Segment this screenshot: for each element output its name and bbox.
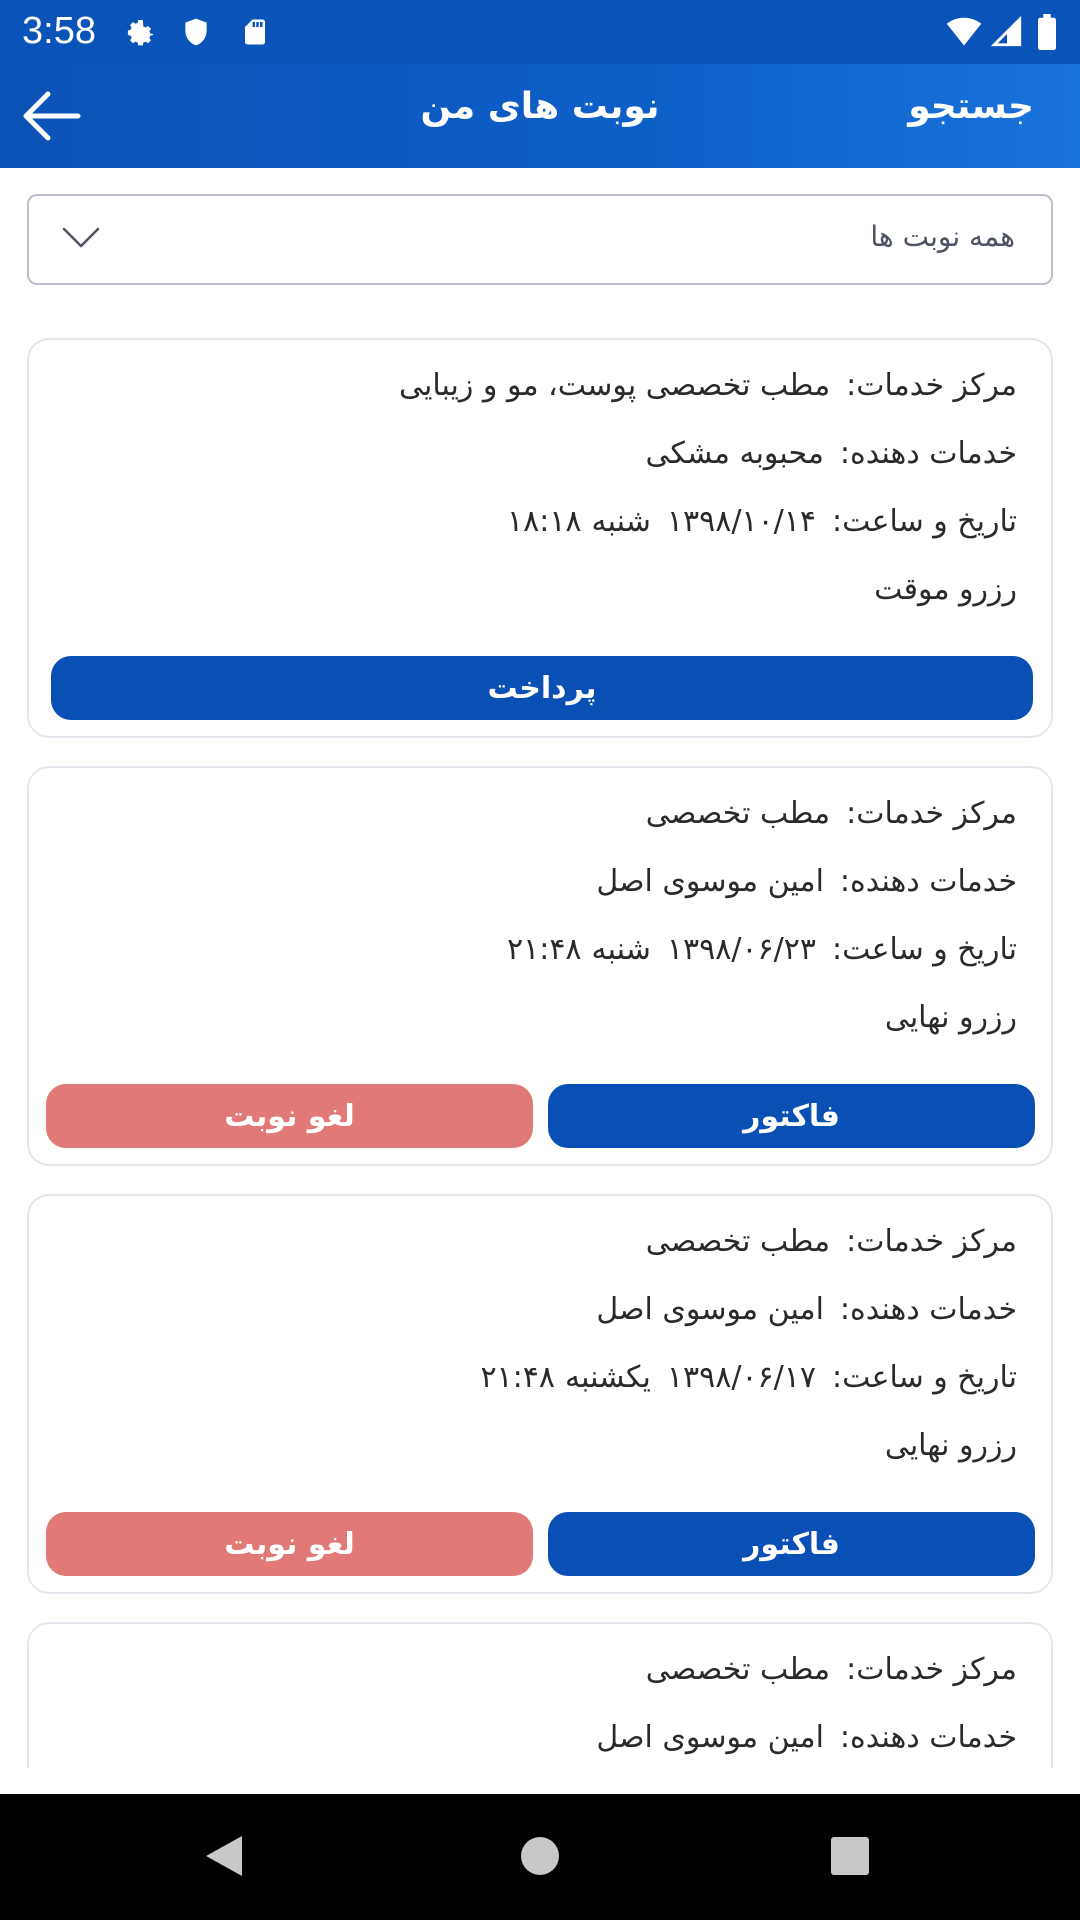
- datetime-label: تاریخ و ساعت:: [832, 504, 1017, 539]
- provider-value: محبوبه مشکی: [645, 436, 824, 471]
- service-center-label: مرکز خدمات:: [846, 368, 1017, 403]
- service-center-value: مطب تخصصی: [645, 1224, 831, 1259]
- time-value: ۱۸:۱۸: [506, 504, 582, 539]
- provider-label: خدمات دهنده:: [839, 1292, 1017, 1327]
- nav-back-icon[interactable]: [204, 1834, 244, 1878]
- datetime-row: [480, 1360, 1017, 1395]
- pay-button[interactable]: پرداخت: [51, 656, 1033, 720]
- provider-value: امین موسوی اصل: [596, 1720, 824, 1755]
- datetime-row: [507, 504, 1017, 539]
- provider-row: [596, 864, 1017, 899]
- provider-label: خدمات دهنده:: [839, 436, 1017, 471]
- battery-icon: [1036, 14, 1058, 50]
- system-nav-bar: [0, 1794, 1080, 1920]
- invoice-button[interactable]: فاکتور: [548, 1084, 1035, 1148]
- chevron-down-icon: [61, 226, 101, 250]
- status-bar: [0, 0, 1080, 64]
- appointment-filter-select[interactable]: [27, 194, 1053, 285]
- appointment-card: [27, 1622, 1053, 1768]
- weekday-value: شنبه: [591, 504, 651, 539]
- provider-row: [596, 1292, 1017, 1327]
- weekday-value: یکشنبه: [565, 1360, 651, 1395]
- reservation-status: رزرو نهایی: [884, 1000, 1017, 1035]
- status-time: 3:58: [22, 10, 96, 52]
- cancel-appointment-button[interactable]: لغو نوبت: [46, 1084, 533, 1148]
- service-center-value: مطب تخصصی پوست، مو و زیبایی: [399, 368, 831, 403]
- date-value: ۱۳۹۸/۱۰/۱۴: [666, 504, 816, 539]
- service-center-label: مرکز خدمات:: [846, 1652, 1017, 1687]
- service-center-value: مطب تخصصی: [645, 1652, 831, 1687]
- appointment-card: [27, 338, 1053, 738]
- cancel-appointment-button[interactable]: لغو نوبت: [46, 1512, 533, 1576]
- shield-icon: [180, 14, 212, 50]
- invoice-button[interactable]: فاکتور: [548, 1512, 1035, 1576]
- reservation-status: رزرو موقت: [874, 572, 1017, 607]
- time-value: ۲۱:۴۸: [480, 1360, 555, 1395]
- wifi-icon: [942, 14, 986, 50]
- datetime-label: تاریخ و ساعت:: [832, 932, 1017, 967]
- service-center-row: [646, 1224, 1017, 1259]
- provider-label: خدمات دهنده:: [839, 1720, 1017, 1755]
- sd-card-icon: [240, 14, 270, 50]
- appointment-list: [0, 300, 1080, 1768]
- reservation-status: رزرو نهایی: [884, 1428, 1017, 1463]
- appointment-card: [27, 1194, 1053, 1594]
- provider-value: امین موسوی اصل: [596, 864, 824, 899]
- service-center-label: مرکز خدمات:: [846, 1224, 1017, 1259]
- arrow-left-icon[interactable]: [20, 88, 82, 144]
- page-title: نوبت های من: [420, 86, 660, 127]
- provider-value: امین موسوی اصل: [596, 1292, 824, 1327]
- datetime-label: تاریخ و ساعت:: [832, 1360, 1017, 1395]
- date-value: ۱۳۹۸/۰۶/۱۷: [666, 1360, 816, 1395]
- time-value: ۲۱:۴۸: [506, 932, 582, 967]
- datetime-row: [507, 932, 1017, 967]
- service-center-row: [646, 1652, 1017, 1687]
- gear-icon: [120, 14, 158, 50]
- provider-row: [596, 1720, 1017, 1755]
- nav-home-icon[interactable]: [518, 1834, 562, 1878]
- service-center-label: مرکز خدمات:: [846, 796, 1017, 831]
- weekday-value: شنبه: [591, 932, 651, 967]
- appointment-card: [27, 766, 1053, 1166]
- service-center-row: [399, 368, 1017, 403]
- filter-selected-value: همه نوبت ها: [870, 220, 1015, 253]
- nav-recents-icon[interactable]: [830, 1834, 870, 1878]
- date-value: ۱۳۹۸/۰۶/۲۳: [666, 932, 816, 967]
- app-bar: [0, 64, 1080, 168]
- service-center-value: مطب تخصصی: [645, 796, 831, 831]
- provider-label: خدمات دهنده:: [839, 864, 1017, 899]
- provider-row: [646, 436, 1017, 471]
- signal-icon: [990, 14, 1024, 50]
- service-center-row: [646, 796, 1017, 831]
- search-button[interactable]: جستجو: [908, 86, 1034, 127]
